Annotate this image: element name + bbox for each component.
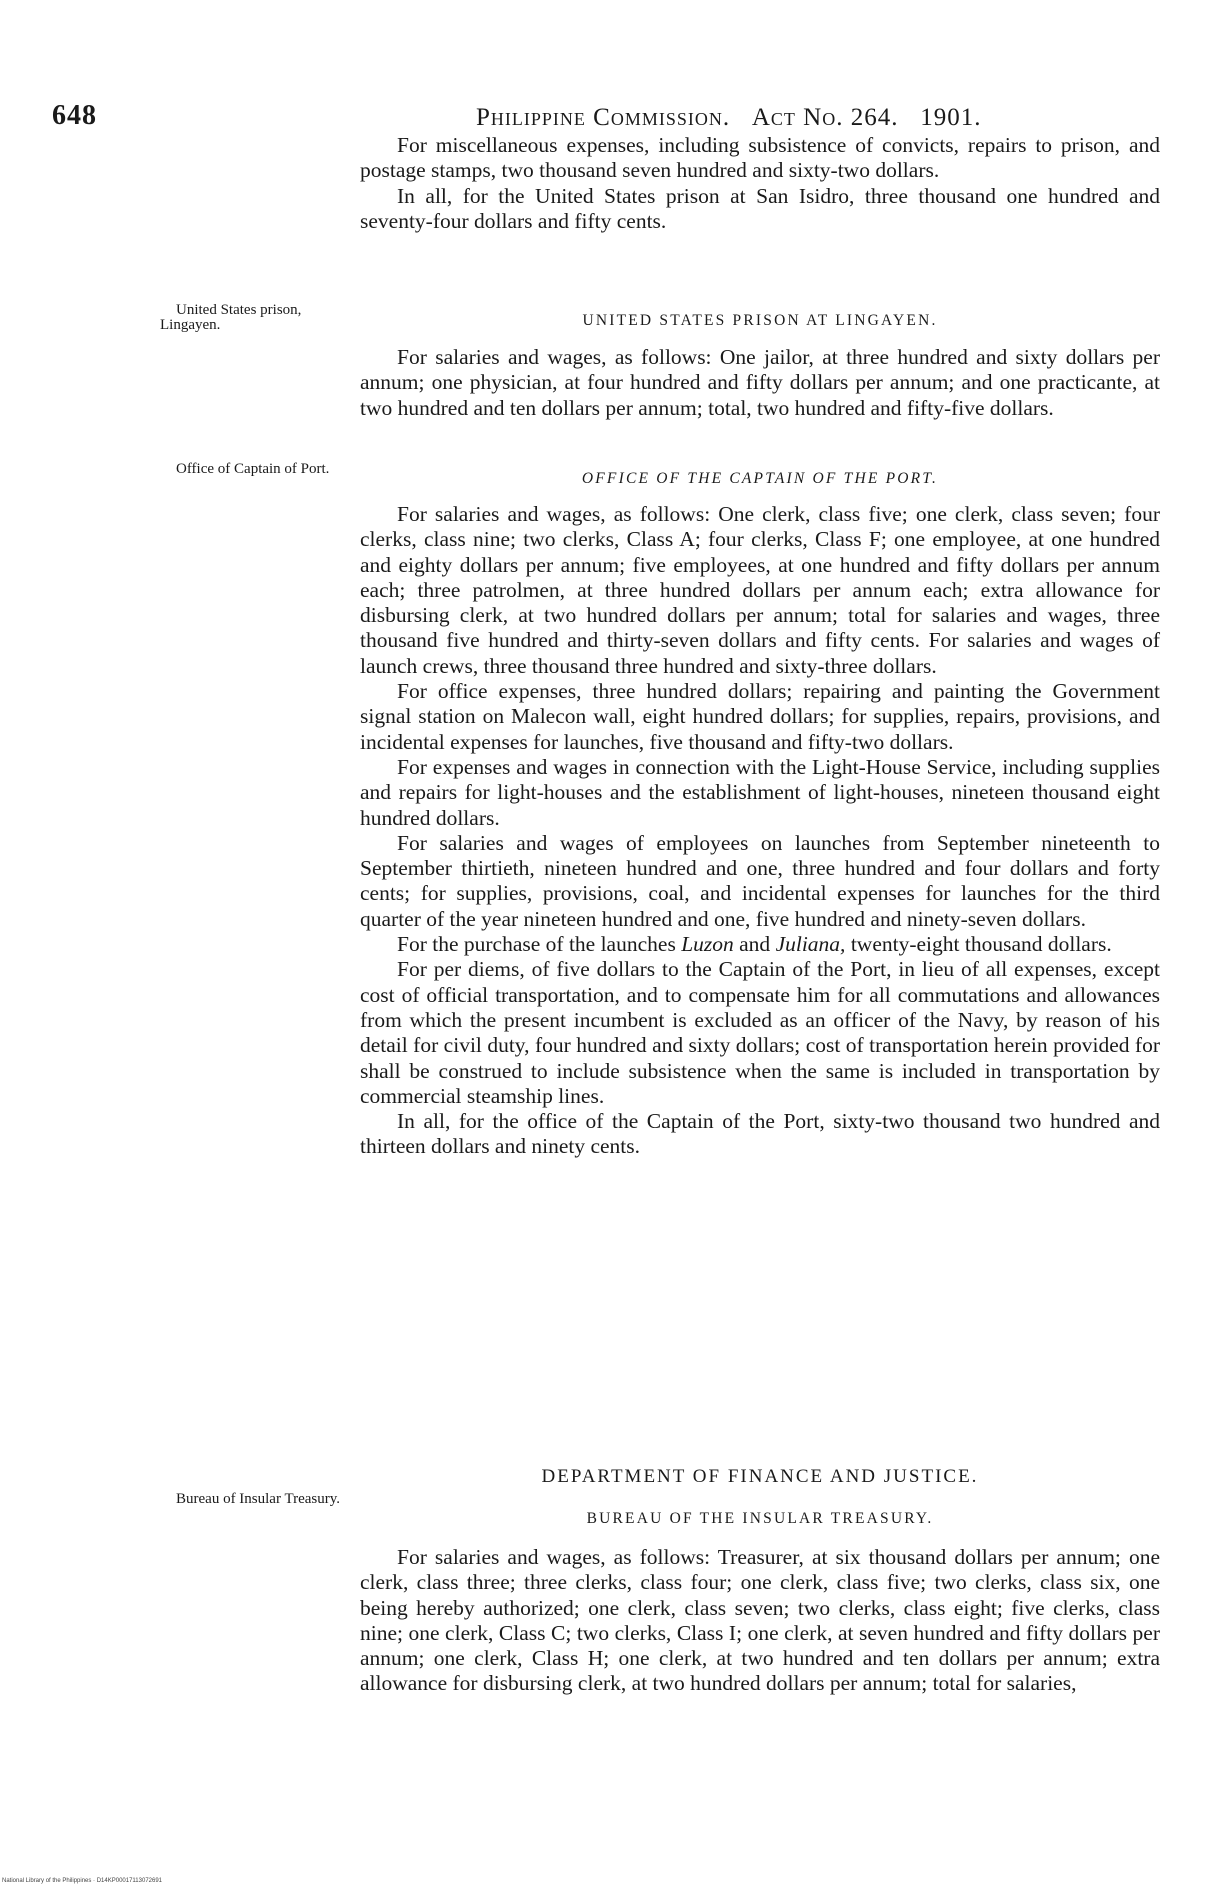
running-head xyxy=(476,104,981,132)
launch-name-juliana: Juliana, xyxy=(775,932,846,957)
section-heading-treasury: BUREAU OF THE INSULAR TREASURY. xyxy=(586,1510,934,1527)
text-block-san-isidro xyxy=(360,133,1160,234)
paragraph: For salaries and wages of employees on launches from September nineteenth to September thirtieth, nineteen hundred and one, three hundred and four dollars and forty cents; for supplies, provisions, coal, and incidental expenses for launches for the third quarter of the year nineteen hundred and one, five hundred and ninety-seven dollars. xyxy=(360,830,1160,931)
section-heading-captain-port: OFFICE OF THE CAPTAIN OF THE PORT. xyxy=(581,470,939,487)
running-head-act: Act No. 264. xyxy=(751,104,899,131)
department-heading: DEPARTMENT OF FINANCE AND JUSTICE. xyxy=(541,1466,979,1487)
text-block-treasury xyxy=(360,1545,1160,1697)
text-block-lingayen xyxy=(360,345,1160,421)
paragraph: For miscellaneous expenses, including subsistence of convicts, repairs to prison, and postage stamps, two thousand seven hundred and sixty-two dollars. xyxy=(360,133,1160,183)
paragraph: For expenses and wages in connection with the Light-House Service, including supplies and repairs for light-houses and the establishment of light-houses, nineteen thousand eight hundred dollars. xyxy=(360,754,1160,830)
section-heading-lingayen: UNITED STATES PRISON AT LINGAYEN. xyxy=(582,312,938,329)
scan-footer: National Library of the Philippines · D14KP00017113072691 xyxy=(2,1878,162,1884)
running-head-year: 1901. xyxy=(920,104,982,131)
paragraph: For per diems, of five dollars to the Captain of the Port, in lieu of all expenses, except cost of official transportation, and to compensate him for all commutations and allowances from which the present incumbent is excluded as an officer of the Navy, by reason of his detail for civil duty, four hundred and sixty dollars; cost of transportation herein provided for shall be construed to include subsistence when the same is included in transportation by commercial steamship lines. xyxy=(360,957,1160,1108)
paragraph: For salaries and wages, as follows: Treasurer, at six thousand dollars per annum; one clerk, class three; three clerks, class four; one clerk, class five; two clerks, class six, one being hereby authorized; one clerk, class seven; two clerks, class eight; five clerks, class nine; one clerk, Class C; two clerks, Class I; one clerk, at seven hundred and fifty dollars per annum; one clerk, Class H; one clerk, at two hundred and ten dollars per annum; extra allowance for disbursing clerk, at two hundred dollars per annum; total for salaries, xyxy=(360,1545,1160,1696)
running-head-title: Philippine Commission. xyxy=(476,104,731,131)
paragraph: In all, for the United States prison at San Isidro, three thousand one hundred and seventy-four dollars and fifty cents. xyxy=(360,183,1160,233)
launches-rest: twenty-eight thousand dollars. xyxy=(850,932,1112,957)
launches-conjunction: and xyxy=(739,932,771,957)
page-number: 648 xyxy=(52,100,97,131)
margin-note-lingayen: United States prison, Lingayen. xyxy=(160,302,302,333)
paragraph: In all, for the office of the Captain of the Port, sixty-two thousand two hundred and thirteen dollars and ninety cents. xyxy=(360,1109,1160,1159)
margin-note-treasury: Bureau of Insular Treasury. xyxy=(176,1491,340,1507)
paragraph: For office expenses, three hundred dollars; repairing and painting the Government signal station on Malecon wall, eight hundred dollars; for supplies, repairs, provisions, and incidental expenses for launches, five thousand and fifty-two dollars. xyxy=(360,679,1160,754)
paragraph: For salaries and wages, as follows: One jailor, at three hundred and sixty dollars per annum; one physician, at four hundred and fifty dollars per annum; and one practicante, at two hundred and ten dollars per annum; total, two hundred and fifty-five dollars. xyxy=(360,345,1160,420)
text-block-captain-port xyxy=(360,502,1160,1160)
launch-name-luzon: Luzon xyxy=(681,932,734,957)
launches-lead: For the purchase of the launches xyxy=(397,932,676,957)
paragraph-launches xyxy=(360,932,1160,957)
margin-note-captain-port: Office of Captain of Port. xyxy=(176,461,330,477)
paragraph: For salaries and wages, as follows: One clerk, class five; one clerk, class seven; four clerks, class nine; two clerks, Class A; four clerks, Class F; one employee, at one hundred and eighty dollars per annum; five employees, at one hundred and fifty dollars per annum each; three patrolmen, at three hundred dollars per annum each; extra allowance for disbursing clerk, at two hundred dollars per annum; total for salaries and wages, three thousand five hundred and thirty-seven dollars and fifty cents. For salaries and wages of launch crews, three thousand three hundred and sixty-three dollars. xyxy=(360,502,1160,678)
